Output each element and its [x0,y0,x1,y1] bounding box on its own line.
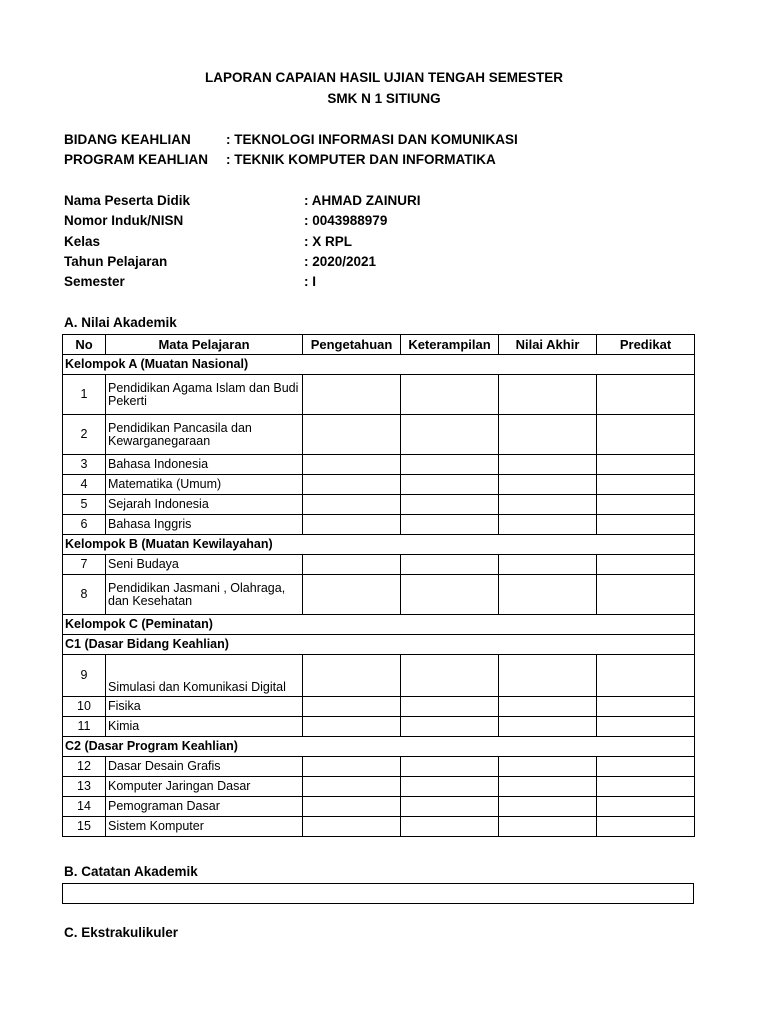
field-value-kelas: : X RPL [304,234,353,249]
cell-pengetahuan [303,495,401,515]
cell-keterampilan [401,575,499,615]
cell-pengetahuan [303,515,401,535]
field-value-semester: : I [304,274,316,289]
table-row [63,475,695,495]
col-header-no: No [63,335,106,355]
col-header-keterampilan: Keterampilan [401,335,499,355]
table-row [63,495,695,515]
cell-nilai-akhir [499,555,597,575]
cell-predikat [597,455,695,475]
field-label-nisn: Nomor Induk/NISN [64,213,184,228]
cell-no: 5 [63,495,106,515]
table-row [63,817,695,837]
school-name: SMK N 1 SITIUNG [327,91,441,106]
cell-subject: Kimia [106,717,303,737]
cell-nilai-akhir [499,797,597,817]
cell-predikat [597,575,695,615]
cell-subject: Dasar Desain Grafis [106,757,303,777]
cell-subject: Pemograman Dasar [106,797,303,817]
cell-keterampilan [401,717,499,737]
grades-table [62,334,695,837]
cell-keterampilan [401,697,499,717]
cell-pengetahuan [303,475,401,495]
field-label-nama: Nama Peserta Didik [64,193,191,208]
cell-predikat [597,475,695,495]
cell-no: 7 [63,555,106,575]
cell-no: 15 [63,817,106,837]
col-header-pengetahuan: Pengetahuan [303,335,401,355]
table-group-row [63,615,695,635]
cell-subject: Simulasi dan Komunikasi Digital [106,655,303,697]
cell-no: 14 [63,797,106,817]
cell-keterampilan [401,555,499,575]
field-value-program: : TEKNIK KOMPUTER DAN INFORMATIKA [226,152,496,167]
cell-pengetahuan [303,757,401,777]
cell-subject: Sistem Komputer [106,817,303,837]
field-label-bidang: BIDANG KEAHLIAN [64,132,191,147]
group-label: Kelompok C (Peminatan) [63,615,695,635]
cell-nilai-akhir [499,455,597,475]
cell-pengetahuan [303,455,401,475]
academic-notes-box [62,883,694,904]
cell-no: 6 [63,515,106,535]
cell-pengetahuan [303,777,401,797]
cell-nilai-akhir [499,717,597,737]
table-row [63,797,695,817]
cell-subject: Bahasa Indonesia [106,455,303,475]
cell-predikat [597,515,695,535]
col-header-nilai-akhir: Nilai Akhir [499,335,597,355]
table-row [63,717,695,737]
cell-nilai-akhir [499,515,597,535]
cell-subject: Pendidikan Jasmani , Olahraga, dan Kesehatan [106,575,303,615]
cell-no: 11 [63,717,106,737]
cell-predikat [597,655,695,697]
table-group-row [63,635,695,655]
cell-subject: Bahasa Inggris [106,515,303,535]
cell-keterampilan [401,375,499,415]
cell-no: 2 [63,415,106,455]
section-c-title: C. Ekstrakulikuler [64,925,179,940]
cell-no: 13 [63,777,106,797]
cell-nilai-akhir [499,757,597,777]
group-label: Kelompok A (Muatan Nasional) [63,355,695,375]
cell-predikat [597,375,695,415]
cell-keterampilan [401,495,499,515]
table-row [63,575,695,615]
table-group-row [63,737,695,757]
grades-table-body [63,355,695,837]
table-row [63,777,695,797]
field-label-kelas: Kelas [64,234,101,249]
cell-subject: Fisika [106,697,303,717]
field-value-nisn: : 0043988979 [304,213,388,228]
cell-predikat [597,495,695,515]
cell-subject: Pendidikan Agama Islam dan Budi Pekerti [106,375,303,415]
cell-predikat [597,415,695,455]
field-value-bidang: : TEKNOLOGI INFORMASI DAN KOMUNIKASI [226,132,518,147]
field-value-nama: : AHMAD ZAINURI [304,193,421,208]
report-title: LAPORAN CAPAIAN HASIL UJIAN TENGAH SEMESTER [204,70,564,85]
field-value-tahun: : 2020/2021 [304,254,377,269]
cell-no: 9 [63,655,106,697]
cell-pengetahuan [303,575,401,615]
cell-keterampilan [401,515,499,535]
cell-keterampilan [401,797,499,817]
cell-nilai-akhir [499,777,597,797]
section-b-title: B. Catatan Akademik [64,864,198,879]
field-label-tahun: Tahun Pelajaran [64,254,168,269]
cell-pengetahuan [303,415,401,455]
section-a-title: A. Nilai Akademik [64,315,177,330]
cell-keterampilan [401,655,499,697]
cell-nilai-akhir [499,495,597,515]
cell-predikat [597,697,695,717]
cell-predikat [597,717,695,737]
cell-pengetahuan [303,555,401,575]
cell-keterampilan [401,777,499,797]
cell-no: 1 [63,375,106,415]
cell-nilai-akhir [499,817,597,837]
field-label-program: PROGRAM KEAHLIAN [64,152,208,167]
table-header-row [63,335,695,355]
cell-keterampilan [401,475,499,495]
cell-pengetahuan [303,797,401,817]
cell-pengetahuan [303,655,401,697]
cell-pengetahuan [303,717,401,737]
table-row [63,697,695,717]
cell-predikat [597,555,695,575]
field-label-semester: Semester [64,274,125,289]
cell-subject: Seni Budaya [106,555,303,575]
cell-nilai-akhir [499,697,597,717]
cell-subject: Pendidikan Pancasila dan Kewarganegaraan [106,415,303,455]
cell-keterampilan [401,817,499,837]
cell-subject: Komputer Jaringan Dasar [106,777,303,797]
cell-nilai-akhir [499,415,597,455]
col-header-predikat: Predikat [597,335,695,355]
table-group-row [63,355,695,375]
table-row [63,375,695,415]
cell-keterampilan [401,757,499,777]
cell-predikat [597,777,695,797]
col-header-mata-pelajaran: Mata Pelajaran [106,335,303,355]
cell-subject: Matematika (Umum) [106,475,303,495]
group-label: Kelompok B (Muatan Kewilayahan) [63,535,695,555]
cell-nilai-akhir [499,375,597,415]
cell-nilai-akhir [499,475,597,495]
cell-subject: Sejarah Indonesia [106,495,303,515]
table-row [63,515,695,535]
table-row [63,415,695,455]
cell-keterampilan [401,455,499,475]
cell-pengetahuan [303,375,401,415]
cell-keterampilan [401,415,499,455]
cell-predikat [597,757,695,777]
cell-no: 3 [63,455,106,475]
cell-predikat [597,817,695,837]
cell-no: 4 [63,475,106,495]
cell-no: 12 [63,757,106,777]
cell-no: 10 [63,697,106,717]
group-label: C2 (Dasar Program Keahlian) [63,737,695,757]
table-group-row [63,535,695,555]
cell-predikat [597,797,695,817]
cell-nilai-akhir [499,655,597,697]
cell-no: 8 [63,575,106,615]
cell-pengetahuan [303,697,401,717]
table-row [63,757,695,777]
cell-nilai-akhir [499,575,597,615]
table-row [63,655,695,697]
table-row [63,555,695,575]
cell-pengetahuan [303,817,401,837]
table-row [63,455,695,475]
group-label: C1 (Dasar Bidang Keahlian) [63,635,695,655]
